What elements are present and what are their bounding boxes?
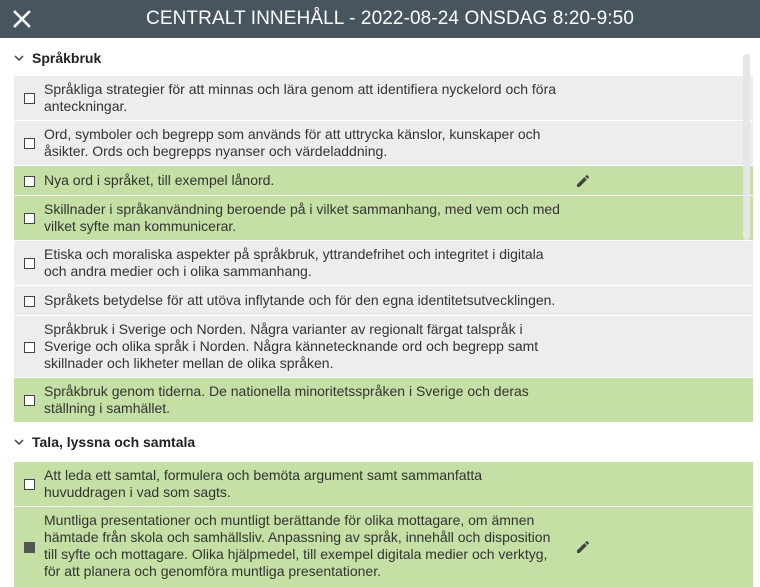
list-item[interactable] bbox=[14, 241, 753, 285]
section-title: Språkbruk bbox=[32, 50, 102, 66]
checkbox-checked[interactable] bbox=[24, 542, 35, 553]
content-area bbox=[0, 38, 760, 579]
item-text: Språkbruk i Sverige och Norden. Några varianter av regionalt färgat talspråk i Sverige och olika språk i Norden. Några kännetecknande ord och begrepp samt skillnader och likheter mellan de olika språken. bbox=[44, 321, 539, 371]
section-header-tala-lyssna-samtala[interactable] bbox=[0, 427, 740, 457]
checkbox[interactable] bbox=[24, 296, 35, 307]
list-item[interactable] bbox=[14, 196, 753, 240]
page-title: CENTRALT INNEHÅLL - 2022-08-24 ONSDAG 8:20-9:50 bbox=[146, 8, 634, 29]
edit-pencil-icon[interactable] bbox=[575, 173, 591, 189]
item-text: Muntliga presentationer och muntligt berättande för olika mottagare, om ämnen hämtade från skola och samhällsliv. Anpassning av språk, innehåll och disposition till syfte och mottagare. Olika hjälpmedel, till exempel digitala medier och verktyg, för att planera och genomföra muntliga presentationer. bbox=[44, 512, 551, 579]
checkbox[interactable] bbox=[24, 342, 35, 353]
list-item[interactable] bbox=[14, 76, 753, 120]
list-item[interactable] bbox=[14, 316, 753, 377]
checkbox[interactable] bbox=[24, 138, 35, 149]
list-item[interactable] bbox=[14, 121, 753, 165]
item-text: Språkets betydelse för att utöva inflytande och för den egna identitetsutvecklingen. bbox=[44, 292, 556, 308]
list-item[interactable] bbox=[14, 166, 753, 195]
edit-pencil-icon[interactable] bbox=[575, 539, 591, 555]
item-text: Etiska och moraliska aspekter på språkbruk, yttrandefrihet och integritet i digitala och andra medier och i olika sammanhang. bbox=[44, 246, 544, 279]
item-text: Nya ord i språket, till exempel lånord. bbox=[44, 172, 275, 188]
item-text: Att leda ett samtal, formulera och bemöta argument samt sammanfatta huvuddragen i vad som sagts. bbox=[44, 467, 483, 500]
item-text: Språkliga strategier för att minnas och lära genom att identifiera nyckelord och föra anteckningar. bbox=[44, 81, 557, 114]
checkbox[interactable] bbox=[24, 176, 35, 187]
chevron-down-icon bbox=[14, 53, 24, 63]
checkbox[interactable] bbox=[24, 93, 35, 104]
item-text: Ord, symboler och begrepp som används för att uttrycka känslor, kunskaper och åsikter. Ords och begrepps nyanser och värdeladdning. bbox=[44, 126, 541, 159]
checkbox[interactable] bbox=[24, 213, 35, 224]
chevron-down-icon bbox=[14, 437, 24, 447]
list-item[interactable] bbox=[14, 462, 753, 506]
checkbox[interactable] bbox=[24, 395, 35, 406]
header-bar bbox=[0, 0, 760, 38]
list-item[interactable] bbox=[14, 507, 753, 587]
section-title: Tala, lyssna och samtala bbox=[32, 434, 196, 450]
section-header-sprakbruk[interactable] bbox=[0, 43, 740, 73]
list-item[interactable] bbox=[14, 378, 753, 422]
item-text: Språkbruk genom tiderna. De nationella minoritetsspråken i Sverige och deras ställning i samhället. bbox=[44, 383, 529, 416]
list-item[interactable] bbox=[14, 286, 753, 315]
checkbox[interactable] bbox=[24, 258, 35, 269]
item-text: Skillnader i språkanvändning beroende på i vilket sammanhang, med vem och med vilket syfte man kommunicerar. bbox=[44, 201, 560, 234]
checkbox[interactable] bbox=[24, 479, 35, 490]
scrollbar-thumb[interactable] bbox=[743, 54, 750, 240]
